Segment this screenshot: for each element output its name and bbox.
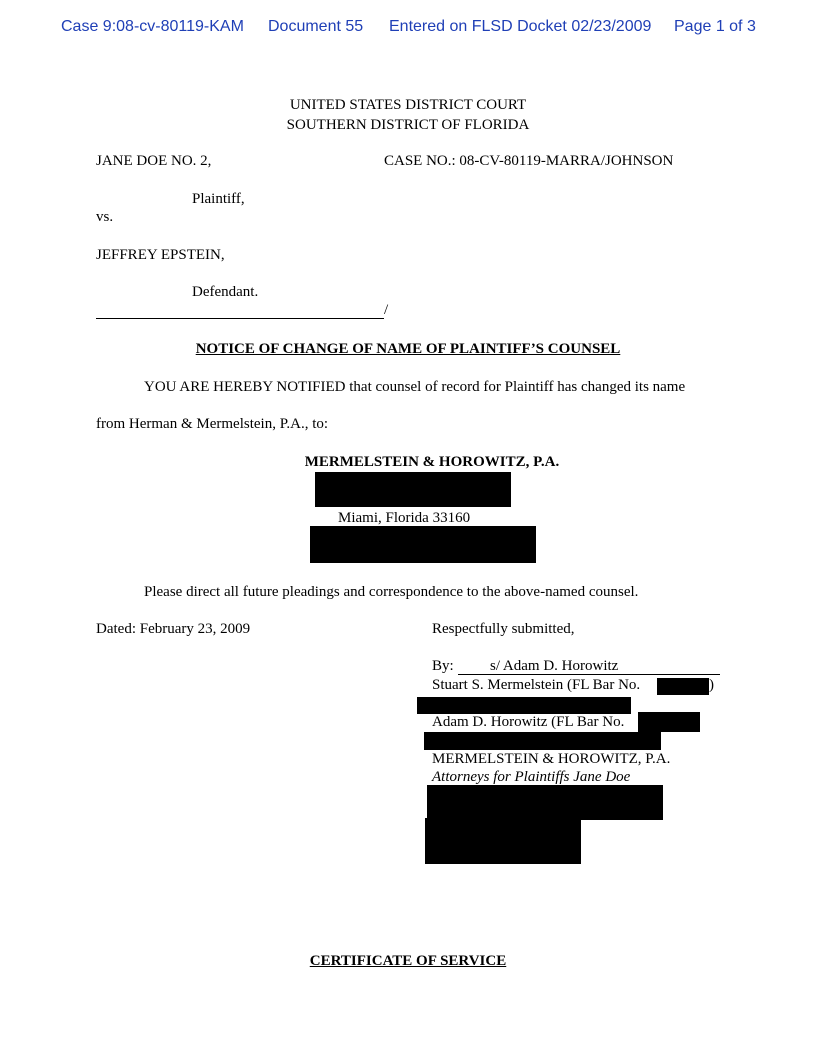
signature-firm-name: MERMELSTEIN & HOROWITZ, P.A.: [432, 751, 671, 767]
certificate-heading: CERTIFICATE OF SERVICE: [309, 953, 507, 969]
respectfully-submitted: Respectfully submitted,: [432, 621, 575, 637]
attorneys-for-line: Attorneys for Plaintiffs Jane Doe: [432, 769, 631, 785]
plaintiff-role: Plaintiff,: [192, 191, 245, 207]
attorney-mermelstein: Stuart S. Mermelstein (FL Bar No.: [432, 677, 641, 693]
redaction-address-street: [315, 472, 511, 507]
by-label: By:: [432, 658, 454, 674]
dated-line: Dated: February 23, 2009: [96, 621, 251, 637]
caption-rule: [96, 318, 384, 319]
electronic-signature: s/ Adam D. Horowitz: [490, 658, 619, 674]
redaction-email-1: [417, 697, 631, 714]
notice-paragraph-line2: from Herman & Mermelstein, P.A., to:: [96, 416, 329, 432]
redaction-bar-number-2: [638, 712, 700, 732]
case-number: CASE NO.: 08-CV-80119-MARRA/JOHNSON: [384, 153, 674, 169]
defendant-role: Defendant.: [192, 284, 259, 300]
firm-name: MERMELSTEIN & HOROWITZ, P.A.: [304, 454, 560, 470]
docket-document-number: Document 55: [268, 18, 364, 35]
notice-title: NOTICE OF CHANGE OF NAME OF PLAINTIFF’S COUNSEL: [195, 341, 621, 357]
direct-pleadings-paragraph: Please direct all future pleadings and correspondence to the above-named counsel.: [144, 584, 639, 600]
docket-case-number: Case 9:08-cv-80119-KAM: [61, 18, 244, 35]
court-name: UNITED STATES DISTRICT COURT: [289, 97, 527, 113]
attorney-mermelstein-close: ): [709, 677, 714, 693]
court-district: SOUTHERN DISTRICT OF FLORIDA: [286, 117, 530, 133]
caption-slash: /: [384, 302, 389, 318]
defendant-name: JEFFREY EPSTEIN,: [96, 247, 225, 263]
redaction-contact-info: [310, 526, 536, 563]
plaintiff-name: JANE DOE NO. 2,: [96, 153, 212, 169]
docket-page-number: Page 1 of 3: [674, 18, 756, 35]
docket-entered-date: Entered on FLSD Docket 02/23/2009: [389, 18, 652, 35]
firm-city: Miami, Florida 33160: [338, 510, 471, 526]
redaction-bar-number-1: [657, 678, 709, 695]
notice-paragraph-line1: YOU ARE HEREBY NOTIFIED that counsel of record for Plaintiff has changed its name: [144, 379, 686, 395]
attorney-horowitz: Adam D. Horowitz (FL Bar No.: [432, 714, 625, 730]
redaction-email-2: [424, 732, 661, 750]
redaction-address-block-2: [425, 818, 581, 864]
redaction-address-block-1: [427, 785, 663, 820]
versus: vs.: [96, 209, 114, 225]
